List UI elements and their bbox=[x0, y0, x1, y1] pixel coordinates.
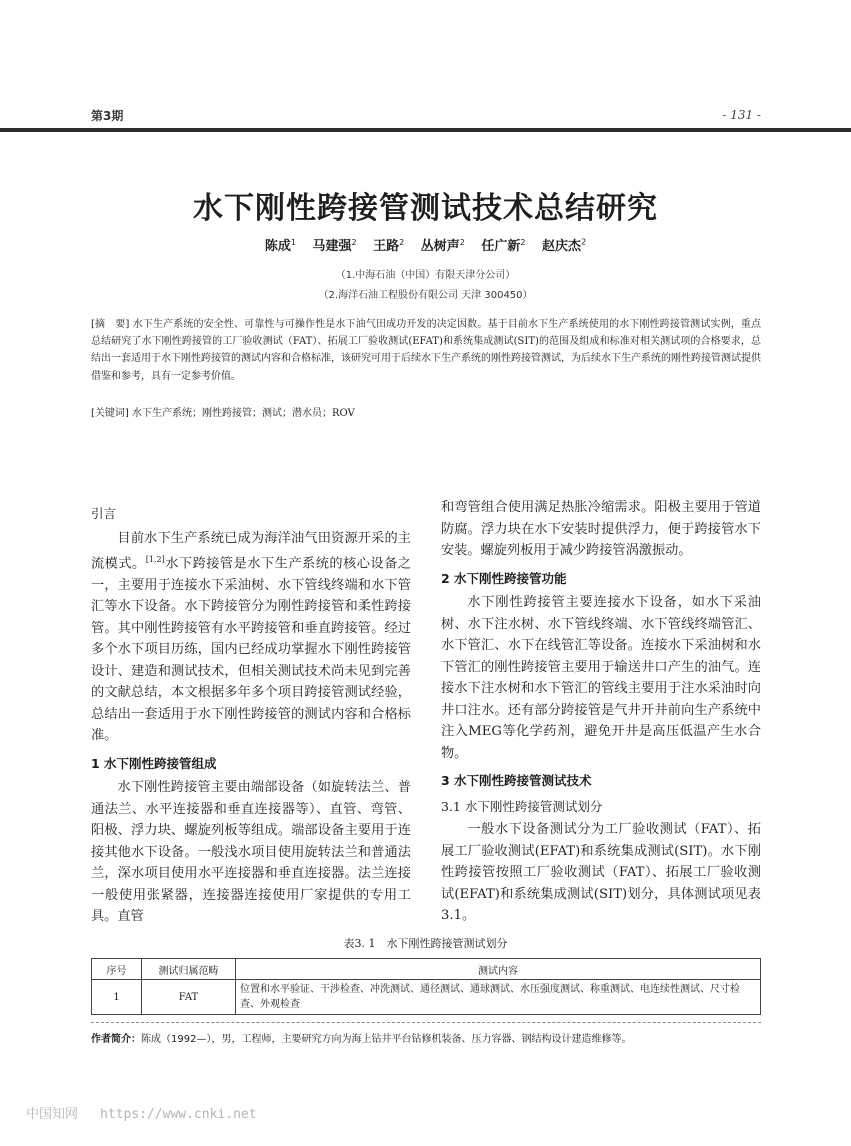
section-3-1-heading: 3.1 水下刚性跨接管测试划分 bbox=[441, 798, 603, 814]
section-3-1-paragraph: 一般水下设备测试分为工厂验收测试（FAT）、拓展工厂验收测试(EFAT)和系统集成测试(SIT)。水下刚性跨接管按照工厂验收测试（FAT）、拓展工厂验收测试(EFAT)和系统集成测试(SIT)划分，具体测试项见表3.1。 bbox=[441, 822, 761, 923]
intro-heading: 引言 bbox=[91, 506, 117, 521]
header-rule bbox=[0, 128, 851, 132]
section-1-heading: 1 水下刚性跨接管组成 bbox=[91, 755, 217, 771]
paper-title: 水下刚性跨接管测试技术总结研究 bbox=[193, 191, 658, 226]
right-column bbox=[441, 497, 761, 927]
author: 丛树声$^2$ bbox=[420, 237, 465, 254]
test-division-table bbox=[91, 958, 761, 1015]
journal-issue: 第3期 bbox=[91, 109, 124, 123]
section-2-paragraph: 水下刚性跨接管主要连接水下设备，如水下采油树、水下注水树、水下管线终端、水下管线终端管汇、水下管汇、水下在线管汇等设备。连接水下采油树和水下管汇的刚性跨接管主要用于输送井口产生的油气。连接水下注水树和水下管汇的管线主要用于注水采油时向井口注水。还有部分跨接管是气井开井前向生产系统中注入MEG等化学药剂，避免开井是高压低温产生水合物。 bbox=[441, 595, 761, 761]
intro-paragraph: 目前水下生产系统已成为海洋油气田资源开采的主流模式。[1,2]水下跨接管是水下生产系统的核心设备之一，主要用于连接水下采油树、水下管线终端和水下管汇等水下设备。水下跨接管分为刚性跨接管和柔性跨接管。其中刚性跨接管有水平跨接管和垂直跨接管。经过多个水下项目历练，国内已经成功掌握水下刚性跨接管设计、建造和测试技术，但相关测试技术尚未见到完善的文献总结，本文根据多年多个项目跨接管测试经验，总结出一套适用于水下刚性跨接管的测试内容和合格标准。 bbox=[91, 530, 411, 744]
table-row bbox=[92, 980, 761, 1015]
table-caption: 表3. 1 水下刚性跨接管测试划分 bbox=[343, 937, 508, 950]
author-bio bbox=[91, 1030, 771, 1045]
abstract-label: [摘 要] bbox=[91, 319, 130, 330]
table-cell: 1 bbox=[92, 980, 142, 1015]
abstract-text: 水下生产系统的安全性、可靠性与可操作性是水下油气田成功开发的决定因数。基于目前水下生产系统使用的水下刚性跨接管测试实例，重点总结研究了水下刚性跨接管的工厂验收测试（FAT）、拓展工厂验收测试(EFAT)和系统集成测试(SIT)的范围及组成和标准对相关测试项的合格要求，总结出一套适用于水下刚性跨接管的测试内容和合格标准，该研究可用于后续水下生产系统的刚性跨接管测试，为后续水下生产系统的刚性跨接管测试提供借鉴和参考，具有一定参考价值。 bbox=[91, 319, 762, 382]
affiliation-2: （2.海洋石油工程股份有限公司 天津 300450） bbox=[318, 290, 533, 301]
section-3-heading: 3 水下刚性跨接管测试技术 bbox=[441, 773, 592, 788]
continued-paragraph: 和弯管组合使用满足热胀冷缩需求。阳极主要用于管道防腐。浮力块在水下安装时提供浮力，便于跨接管水下安装。螺旋列板用于减少跨接管涡激振动。 bbox=[441, 500, 761, 558]
author: 陈成$^1$ bbox=[264, 237, 296, 254]
header-cell: 测试归属范畴 bbox=[142, 959, 236, 980]
footnote-divider bbox=[91, 1022, 761, 1023]
author: 王路$^2$ bbox=[373, 237, 405, 254]
keywords bbox=[91, 404, 761, 419]
table-header-row bbox=[92, 959, 761, 980]
table-cell: 位置和水平验证、干涉检查、冲洗测试、通径测试、通球测试、水压强度测试、称重测试、电连续性测试、尺寸检查、外观检查 bbox=[236, 980, 761, 1015]
header-cell: 序号 bbox=[92, 959, 142, 980]
left-column bbox=[91, 497, 411, 928]
table-cell: FAT bbox=[142, 980, 236, 1015]
author-bio-label: 作者简介： bbox=[91, 1034, 141, 1045]
keywords-text: 水下生产系统；刚性跨接管；测试；潜水员；ROV bbox=[132, 408, 355, 419]
keywords-label: [关键词] bbox=[91, 408, 129, 419]
section-1-paragraph: 水下刚性跨接管主要由端部设备（如旋转法兰、普通法兰、水平连接器和垂直连接器等）、直管、弯管、阳极、浮力块、螺旋列板等组成。端部设备主要用于连接其他水下设备。一般浅水项目使用旋转法兰和普通法兰，深水项目使用水平连接器和垂直连接器。法兰连接一般使用张紧器，连接器连接使用厂家提供的专用工具。直管 bbox=[91, 780, 411, 925]
author-list bbox=[0, 235, 851, 254]
author: 赵庆杰$^2$ bbox=[542, 237, 587, 254]
header-cell: 测试内容 bbox=[236, 959, 761, 980]
page-number: - 131 - bbox=[722, 108, 761, 122]
author: 任广新$^2$ bbox=[481, 237, 526, 254]
section-2-heading: 2 水下刚性跨接管功能 bbox=[441, 570, 567, 586]
abstract bbox=[91, 316, 761, 385]
affiliation-1: （1.中海石油（中国）有限天津分公司） bbox=[335, 270, 516, 281]
citation: [1,2] bbox=[145, 555, 165, 564]
cnki-watermark: 中国知网 https://www.cnki.net bbox=[26, 1107, 257, 1122]
author-bio-text: 陈成（1992—），男，工程师，主要研究方向为海上钻井平台钻修机装备、压力容器、钢结构设计建造维修等。 bbox=[141, 1034, 632, 1045]
author: 马建强$^2$ bbox=[312, 237, 357, 254]
